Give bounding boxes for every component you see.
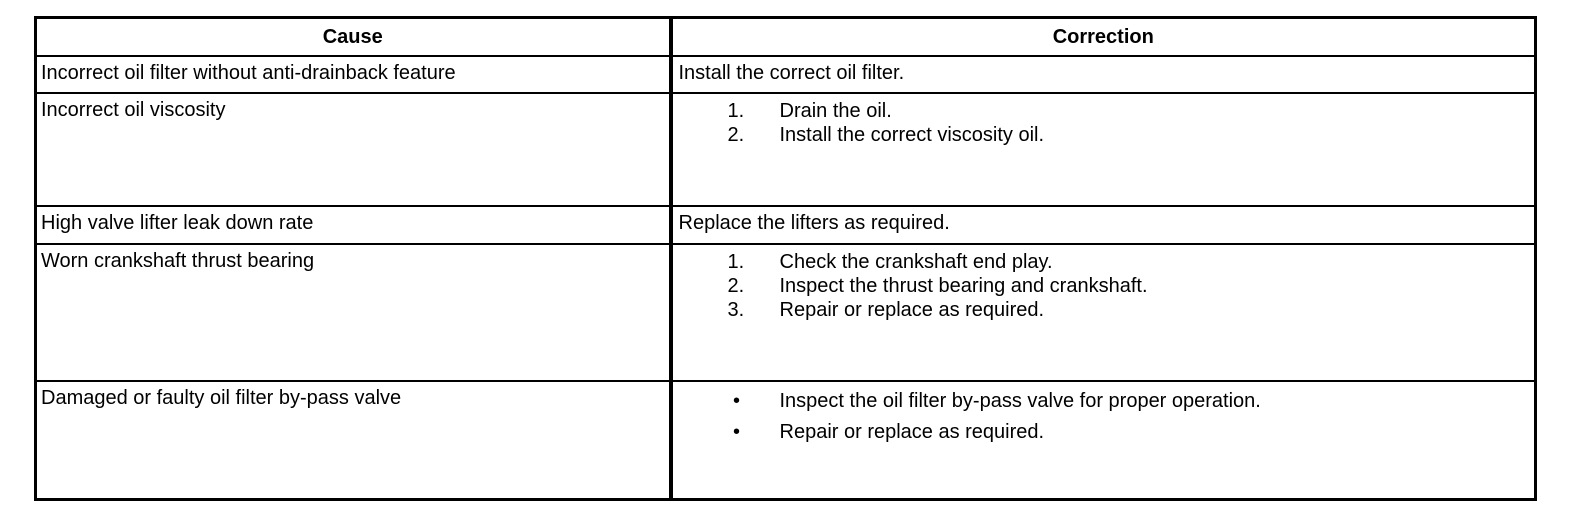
bullet-icon: •	[732, 420, 740, 443]
cause-cell	[36, 93, 671, 207]
cause-cell	[36, 244, 671, 381]
correction-cell	[671, 56, 1536, 93]
table-row	[36, 93, 1536, 207]
cause-cell	[36, 56, 671, 93]
correction-cell	[671, 93, 1536, 207]
table-row	[36, 206, 1536, 244]
cause-cell	[36, 206, 671, 244]
correction-cell	[671, 244, 1536, 381]
step-text: Repair or replace as required.	[779, 298, 1045, 321]
column-header-cause: Cause	[36, 18, 671, 57]
bullet-text: Inspect the oil filter by-pass valve for proper operation.	[779, 389, 1261, 412]
step-number: 3.	[727, 298, 745, 321]
table-row	[36, 244, 1536, 381]
step-number: 2.	[727, 274, 745, 297]
column-header-correction: Correction	[671, 18, 1536, 57]
correction-text: Install the correct oil filter.	[678, 62, 905, 84]
correction-cell	[671, 206, 1536, 244]
step-item	[673, 274, 1535, 298]
cause-cell	[36, 381, 671, 500]
bullet-item	[673, 420, 1535, 444]
step-item	[673, 99, 1535, 123]
cause-text: High valve lifter leak down rate	[41, 212, 314, 235]
cause-text: Incorrect oil viscosity	[41, 98, 226, 121]
bullet-item	[673, 389, 1535, 413]
correction-bullets	[673, 382, 1535, 444]
step-text: Inspect the thrust bearing and crankshaft.	[779, 274, 1148, 297]
step-item	[673, 298, 1535, 322]
correction-cell	[671, 381, 1536, 500]
step-number: 2.	[727, 123, 745, 146]
step-item	[673, 123, 1535, 147]
step-number: 1.	[727, 99, 745, 122]
diagnostic-table	[34, 16, 1537, 501]
bullet-text: Repair or replace as required.	[779, 420, 1045, 443]
correction-steps	[673, 94, 1535, 147]
cause-text: Incorrect oil filter without anti-drainback feature	[41, 62, 456, 84]
bullet-icon: •	[732, 389, 740, 412]
correction-steps	[673, 245, 1535, 322]
step-text: Install the correct viscosity oil.	[779, 123, 1045, 146]
step-number: 1.	[727, 250, 745, 273]
step-text: Drain the oil.	[779, 99, 892, 122]
cause-text: Damaged or faulty oil filter by-pass valve	[41, 386, 402, 409]
table-header-row	[36, 18, 1536, 57]
cause-text: Worn crankshaft thrust bearing	[41, 249, 315, 272]
correction-text: Replace the lifters as required.	[678, 212, 950, 235]
step-item	[673, 250, 1535, 274]
step-text: Check the crankshaft end play.	[779, 250, 1053, 273]
table-row	[36, 381, 1536, 500]
table-row	[36, 56, 1536, 93]
